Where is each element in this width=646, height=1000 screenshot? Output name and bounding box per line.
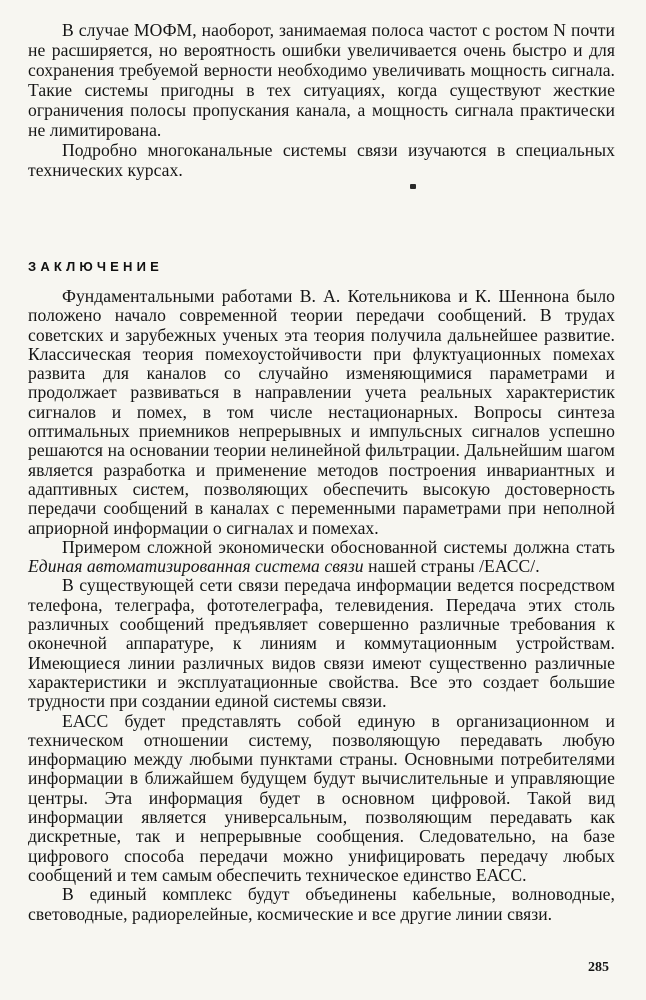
conclusion-paragraph-eass — [28, 538, 615, 577]
eass-italic-name: Единая автоматизированная система связи — [28, 556, 364, 577]
conclusion-paragraph-eass-system: ЕАСС будет представлять собой единую в организационном и техническом отношении систему, позволяющую передавать любую информацию между любыми пунктами страны. Основными потребителями информации в ближайшем будущем будут вычислительные и управляющие центры. Эта информация будет в основном цифровой. Такой вид информации является универсальным, позволяющим передавать как дискретные, так и непрерывные сообщения. Следовательно, на базе цифрового способа передачи можно унифицировать передачу любых сообщений и тем самым обеспечить техническое единство ЕАСС. — [28, 710, 615, 885]
section-heading-conclusion: ЗАКЛЮЧЕНИЕ — [28, 259, 164, 274]
book-page — [28, 20, 615, 924]
conclusion-paragraph-theory: Фундаментальными работами В. А. Котельникова и К. Шеннона было положено начало современной теории передачи сообщений. В трудах советских и зарубежных ученых эта теория получила дальнейшее развитие. Классическая теория помехоустойчивости при флуктуационных помехах развита для каналов со случайно изменяющимися параметрами и продолжает развиваться в направлении учета реальных характеристик сигналов и помех, в том числе нестационарных. Вопросы синтеза оптимальных приемников непрерывных и импульсных сигналов успешно решаются на основании теории нелинейной фильтрации. Дальнейшим шагом является разработка и применение методов построения инвариантных и адаптивных систем, позволяющих обеспечить высокую достоверность передачи сообщений в каналах с переменными параметрами при неполной априорной информации о сигналах и помехах. — [28, 286, 615, 538]
page-number: 285 — [588, 960, 609, 975]
eass-text-after: нашей страны /ЕАСС/. — [363, 556, 540, 577]
intro-section — [28, 20, 615, 180]
eass-text-before: Примером сложной экономически обоснованной системы должна стать — [62, 536, 615, 557]
intro-paragraph-courses: Подробно многоканальные системы связи изучаются в специальных технических курсах. — [28, 140, 615, 180]
ink-mark — [410, 184, 416, 189]
conclusion-paragraph-network: В существующей сети связи передача информации ведется посредством телефона, телеграфа, фототелеграфа, телевидения. Передача этих столь различных сообщений предъявляет совершенно различные требования к оконечной аппаратуре, к линиям и коммутационным устройствам. Имеющиеся линии различных видов связи имеют существенно различные характеристики и эксплуатационные свойства. Все это создает большие трудности при создании единой системы связи. — [28, 575, 615, 712]
conclusion-section — [28, 287, 615, 924]
conclusion-paragraph-complex: В единый комплекс будут объединены кабельные, волноводные, световодные, радиорелейные, космические и все другие линии связи. — [28, 884, 615, 924]
intro-paragraph-mofm: В случае МОФМ, наоборот, занимаемая полоса частот с ростом N почти не расширяется, но вероятность ошибки увеличивается очень быстро и для сохранения требуемой верности необходимо увеличивать мощность сигнала. Такие системы пригодны в тех ситуациях, когда существуют жесткие ограничения полосы пропускания канала, а мощность сигнала практически не лимитирована. — [28, 20, 615, 140]
